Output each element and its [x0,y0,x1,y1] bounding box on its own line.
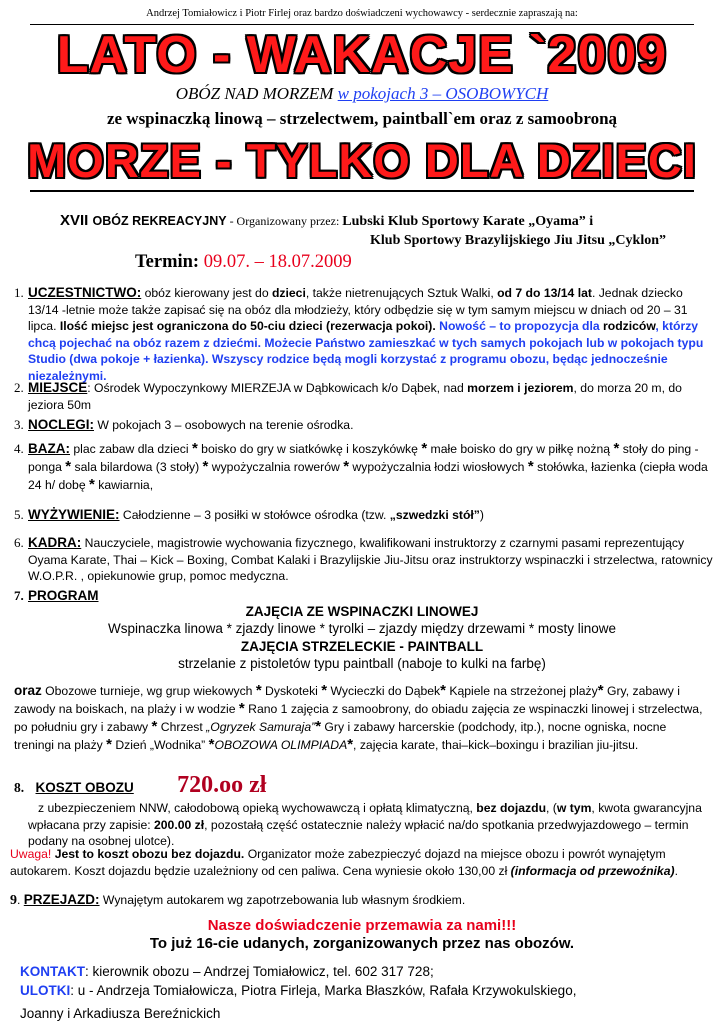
section-przejazd [10,892,710,909]
section-text: od 7 do 13/14 lat [497,286,592,300]
section-heading: NOCLEGI: [28,417,94,432]
section-text: boisko do gry w siatkówkę i koszykówkę [197,442,422,456]
program-climbing-list: Wspinaczka linowa * zjazdy linowe * tyrolki – zjazdy między drzewami * mosty linowe [108,621,616,636]
extra-text: Dzień „Wodnika” [111,738,209,752]
cost-text: z ubezpieczeniem NNW, całodobową opieką wychowawczą i opłatą klimatyczną, [38,801,477,815]
extra-text: „Ogryzek Samuraja” [206,720,316,734]
contact-line [20,962,720,981]
warning-text: Organizator może zabezpieczyć dojazd na miejsce obozu i powrót wynajętym autokarem. Koszt dojazdu będzie uzależniony od cen paliwa. [10,847,666,878]
cost-text: , kwota gwarancyjna wpłacana przy zapisie: [28,801,702,832]
subtitle [0,84,724,104]
section-heading: WYŻYWIENIE: [28,507,120,522]
section-number: 5. [14,507,24,522]
section-heading: BAZA: [28,441,70,456]
section-text: Wynajętym autokarem wg zapotrzebowania lub własnym środkiem. [99,893,466,907]
tagline: ze wspinaczką linową – strzelectwem, paintball`em oraz z samoobroną [106,109,618,128]
cost-text: bez dojazdu [476,801,547,815]
star-bullet: * [208,736,215,753]
extra-text: Dyskoteki [261,684,322,698]
star-bullet: * [106,736,112,753]
section-number: 4. [14,441,24,456]
slogan: Nasze doświadczenie przemawia za nami!!! [207,917,517,934]
section-heading: KADRA: [28,535,82,550]
cost-text: 200.00 zł [154,817,205,832]
cost-text: , pozostałą część ostatecznie należy wpłacić na/do spotkania przedwyjazdowego – termin podany na osobnej ulotce). [28,817,689,848]
contact-text: : kierownik obozu – Andrzej Tomiałowicz, tel. 602 317 728; [85,964,434,979]
star-bullet: * [347,736,354,753]
star-bullet: * [191,440,198,457]
subtitle-part-a: OBÓZ NAD MORZEM [175,84,338,103]
intro-text: Andrzej Tomiałowicz i Piotr Firlej oraz bardzo doświadczeni wychowawcy - serdecznie zapraszają na: [146,8,578,19]
camp-term [135,252,585,273]
star-bullet: * [89,476,95,493]
warning-text: . [674,863,678,878]
star-bullet: * [65,458,72,475]
extra-text: Obozowe turnieje, wg grup wiekowych [41,684,256,698]
extra-text: OBOZOWA OLIMPIADA [214,738,348,752]
star-bullet: * [440,682,446,699]
secondary-title: MORZE - TYLKO DLA DZIECI [27,134,697,187]
camp-number: XVII [60,212,93,229]
section-text: Nowość – to propozycja dla [435,319,604,333]
section-text: wypożyczalnia łodzi wiosłowych [349,460,528,474]
extra-text: Wycieczki do Dąbek [327,684,441,698]
section-heading: MIEJSCE [28,380,88,395]
section-heading: UCZESTNICTWO: [28,285,142,300]
cost-details [28,800,714,850]
star-bullet: * [202,458,209,475]
section-text: plac zabaw dla dzieci [70,442,192,456]
warning-lead: Uwaga! [10,847,52,861]
section-miejsce [14,380,714,413]
transport-warning [10,846,714,879]
star-bullet: * [255,682,262,699]
extra-text: Chrzest [157,720,207,734]
term-label: Termin: [135,252,204,272]
section-text: W pokojach 3 – osobowych na terenie ośrodka. [94,418,354,432]
extra-text: Gry, [603,684,630,698]
extra-text: Rano 1 zajęcia z samoobrony, do obiadu zajęcia ze wspinaczki linowej i strzelectwa, po południu gry i zabawy [14,702,703,734]
star-bullet: * [238,700,245,717]
program-heading-climbing: ZAJĘCIA ZE WSPINACZKI LINOWEJ [245,604,479,619]
section-text: Możecie Państwo zamieszkać w tych samych pokojach lub w pokojach typu Studio (dwa pokoje + łazienka). Wszyscy rodzice będą mogli korzystać z programu obozu, będąc jednocześnie niezależnymi. [28,335,704,383]
section-text: . Jednak dziecko 13/14 -letnie może także zapisać się na obóz dla młodzieży, który odbędzie się w tym samym miejscu w dniach od 20 – 31 lipca. [28,286,688,333]
leaflets-line-2: Joanny i Arkadiusza Bereźnickich [20,1006,221,1021]
section-text: „szwedzki stół” [389,508,480,522]
star-bullet: * [421,440,428,457]
subtitle-part-b: w pokojach 3 – OSOBOWYCH [337,84,549,103]
section-kadra [14,535,714,585]
section-text: ) [479,508,484,522]
program-shooting-list: strzelanie z pistoletów typu paintball (naboje to kulki na farbę) [178,656,546,671]
extra-text: Gry i zabawy harcerskie (podchody, itp.), nocne ogniska, nocne treningi na plaży [14,720,667,752]
experience-note: To już 16-cie udanych, zorganizowanych przez nas obozów. [149,935,575,952]
section-text: stołówka, łazienka (ciepła woda 24 h/ dobę [28,460,708,492]
section-wyzywienie [14,507,714,524]
extra-text: zabawy i zawody na boiskach, na plaży i w wodzie [14,684,680,716]
title-divider [30,190,694,192]
section-program [14,588,714,605]
warning-text: Cena wyniesie około 130,00 zł [339,863,511,878]
star-bullet: * [597,682,604,699]
price-value: 720.oo zł [177,772,267,798]
section-text: rodziców [603,319,656,333]
section-number-dot: . [17,893,21,907]
star-bullet: * [613,440,620,457]
section-number: 8. [14,780,25,795]
section-text: kawiarnia, [94,478,154,492]
cost-text: , ( [546,801,557,815]
section-text: dzieci [271,286,306,300]
section-text: , także nietrenujących Sztuk Walki, [305,286,498,300]
program-heading-shooting: ZAJĘCIA STRZELECKIE - PAINTBALL [240,639,484,654]
contact-label: KONTAKT [20,964,85,979]
section-baza [14,440,714,494]
section-text: morzem i jeziorem [467,381,574,395]
section-text: Ilość miejsc jest ograniczona do 50-ciu dzieci (rezerwacja pokoi). [59,319,436,333]
leaflets-text: : u - Andrzeja Tomiałowicza, Piotra Firleja, Marka Błaszków, Rafała Krzywokulskiego, [70,983,577,998]
camp-header [60,212,710,230]
section-text: obóz kierowany jest do [141,286,272,300]
contact-block [20,962,720,1023]
section-text: Całodzienne – 3 posiłki w stołówce ośrodka (tzw. [119,508,390,522]
star-bullet: * [343,458,350,475]
top-divider [30,24,694,25]
section-number: 6. [14,535,24,550]
section-heading: KOSZT OBOZU [35,780,134,795]
camp-org1: Lubski Klub Sportowy Karate „Oyama” i [342,214,594,229]
section-number: 3. [14,417,24,432]
extra-text: Kąpiele na strzeżonej plaży [445,684,598,698]
section-number: 1. [14,285,24,300]
warning-text: Jest to koszt obozu bez dojazdu. [51,847,245,861]
section-number: 7. [14,588,24,603]
camp-org2: Klub Sportowy Brazylijskiego Jiu Jitsu „Cyklon” [370,233,666,248]
star-bullet: * [151,718,158,735]
star-bullet: * [321,682,328,699]
section-text: stoły do ping - ponga [28,442,699,474]
section-heading: PROGRAM [28,588,99,603]
extra-text: , zajęcia karate, thai–kick–boxingu i brazilian jiu-jitsu. [353,738,639,752]
extra-activities [14,682,704,754]
camp-org-prefix: - Organizowany przez: [226,214,343,228]
extra-lead: oraz [14,683,42,698]
section-koszt [14,772,714,799]
warning-text: (informacja od przewoźnika) [510,863,675,878]
section-text: : Ośrodek Wypoczynkowy MIERZEJA w Dąbkowicach k/o Dąbek, nad [87,381,468,395]
star-bullet: * [527,458,534,475]
section-uczestnictwo [14,285,714,384]
camp-name: OBÓZ REKREACYJNY [92,214,227,228]
section-text: wypożyczalnia rowerów [208,460,344,474]
section-text: , do morza 20 m, do jeziora 50m [28,381,682,412]
term-value: 09.07. – 18.07.2009 [203,252,352,272]
section-text: sala bilardowa (3 stoły) [71,460,203,474]
section-heading: PRZEJAZD: [23,892,100,907]
section-text: , którzy chcą pojechać na obóz razem z dziećmi. [28,319,699,350]
section-text: Nauczyciele, magistrowie wychowania fizycznego, kwalifikowani instruktorzy z czarnymi pasami reprezentujący Oyama Karate, Thai – Kick – Boxing, Combat Kalaki i Brazylijskie Jiu-Jitsu oraz instruktorzy wspinaczki i strzelectwa, ratownicy W.O.P.R. , opiekunowie grup, pomoc medyczna. [28,536,713,583]
main-title: LATO - WAKACJE `2009 [56,26,668,84]
section-number: 9 [10,893,17,908]
leaflets-label: ULOTKI [20,983,71,998]
leaflets-line [20,981,720,1000]
section-number: 2. [14,380,24,395]
cost-text: w tym [556,801,592,815]
section-noclegi [14,417,714,434]
section-text: małe boisko do gry w piłkę nożną [427,442,614,456]
star-bullet: * [315,718,322,735]
